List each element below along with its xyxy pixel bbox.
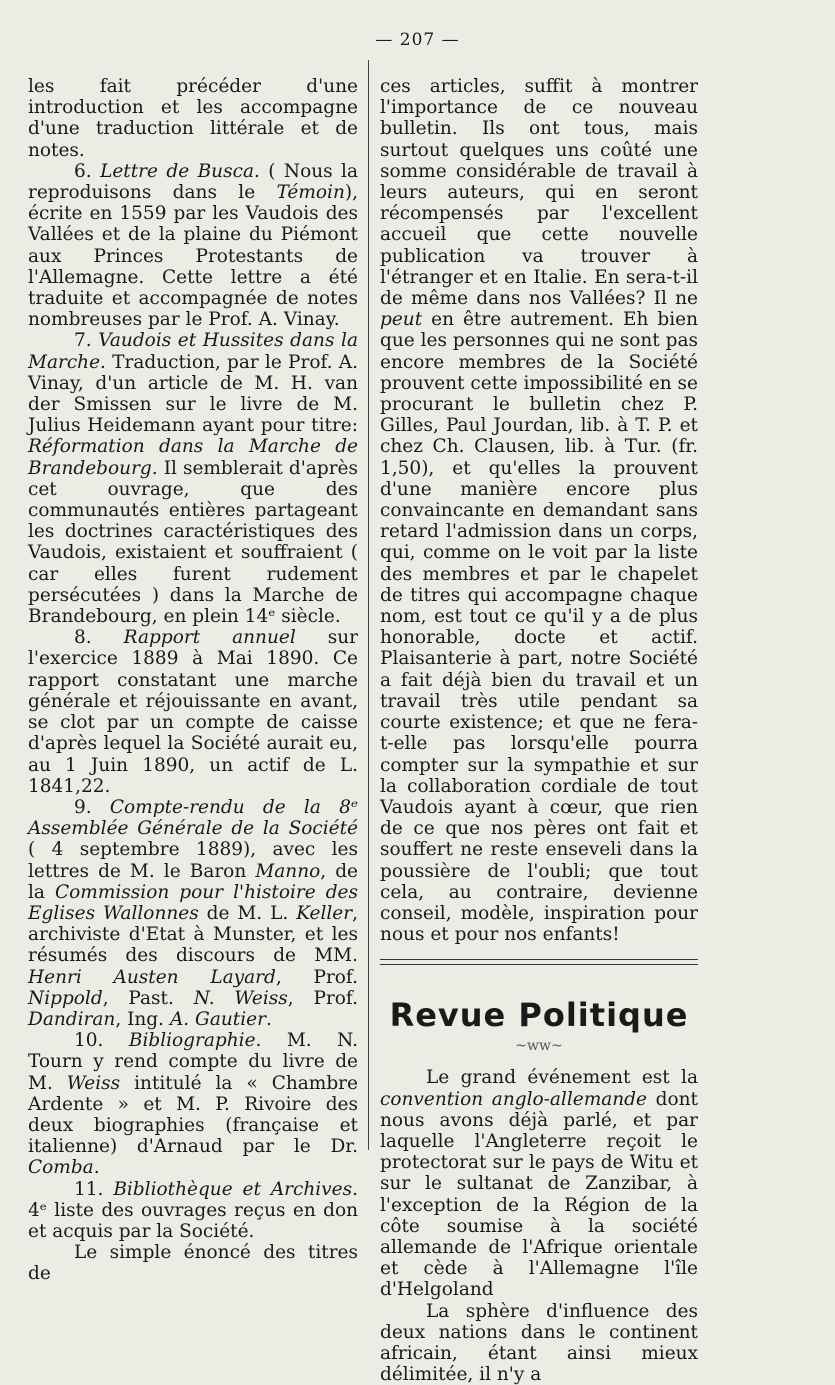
item-number: 10.: [74, 1030, 104, 1052]
page-number: — 207 —: [375, 30, 460, 50]
person-name: N. Weiss: [193, 987, 288, 1009]
person-name: Comba: [28, 1157, 94, 1179]
person-name: Keller: [296, 902, 353, 924]
item-text: de M. L.: [206, 902, 289, 924]
item-title: Lettre de Busca.: [100, 160, 260, 182]
item-text: 4ᵉ liste des ouvrages reçus en don et acquis par la Société.: [28, 1199, 358, 1242]
item-9: [28, 797, 358, 1030]
item-11: [28, 1179, 358, 1243]
person-name: Manno: [255, 860, 321, 882]
person-name: Henri Austen Layard: [28, 966, 276, 988]
person-name: Dandiran: [28, 1008, 116, 1030]
item-title: Compte-rendu de la 8ᵉ Assemblée Générale de la Société: [28, 796, 358, 840]
paragraph-bulletin: [380, 76, 698, 945]
item-text: , de la: [28, 860, 358, 903]
item-6: [28, 161, 358, 331]
reference: Témoin: [276, 182, 345, 204]
paragraph-text: ces articles, suffit à montrer l'importance de ce nouveau bulletin. Ils ont tous, mais surtout quelques uns coûté une somme considérable de travail à leurs auteurs, qui en seront récompensés par l'excellent accueil que cette nouvelle publication va trouver à l'étranger et en Italie. En sera-t-il de même dans nos Vallées? Il ne: [380, 76, 698, 310]
item-text: .: [265, 1008, 272, 1030]
emphasis: convention anglo-allemande: [380, 1088, 647, 1110]
paragraph-convention: [380, 1067, 698, 1300]
emphasis: peut: [380, 309, 423, 331]
person-name: Nippold: [28, 987, 103, 1009]
item-text: ), écrite en 1559 par les Vaudois des Vallées et de la plaine du Piémont aux Princes Protestants de l'Allemagne. Cette lettre a été traduite et accompagnée de notes nombreuses par le Prof. A. Vinay.: [28, 182, 358, 331]
item-number: 6.: [74, 160, 92, 182]
item-text: Traduction, par le Prof. A. Vinay, d'un article de M. H. van der Smissen sur le livre de M. Julius Heidemann ayant pour titre:: [28, 351, 358, 437]
item-number: 8.: [74, 627, 92, 649]
item-text: , Ing.: [115, 1008, 165, 1030]
item-text: ( Nous la reproduisons dans le: [28, 160, 358, 204]
item-text: , Prof.: [287, 987, 358, 1009]
paragraph-closing: Le simple énoncé des titres de: [28, 1242, 358, 1285]
left-column: [28, 76, 358, 1285]
paragraph-sphere: La sphère d'influence des deux nations dans le continent africain, étant ainsi mieux délimitée, il n'y a: [380, 1300, 698, 1385]
item-title: Vaudois et Hussites dans la Marche.: [28, 330, 358, 373]
paragraph-text: en être autrement. Eh bien que les personnes qui ne sont pas encore membres de la Société prouvent cette impossibilité en se procurant le bulletin chez P. Gilles, Paul Jourdan, lib. à T. P. et chez Ch. Clausen, lib. à Tur. (fr. 1,50), et qu'elles la prouvent d'une manière encore plus convaincante en demandant sans retard l'admission dans un corps, qui, comme on le voit par la liste des membres et par le chapelet de titres qui accompagne chaque nom, est tout ce qu'il y a de plus honorable, docte et actif. Plaisanterie à part, notre Société a fait déjà bien du travail et un travail très utile pendant sa courte existence; et que ne fera-t-elle pas lorsqu'elle pourra compter sur la sympathie et sur la collaboration cordiale de tout Vaudois ayant à cœur, que rien de ce que nos pères ont fait et souffert ne reste enseveli dans la poussière de l'oubli; que tout cela, au contraire, devienne conseil, modèle, inspiration pour nous et pour nos enfants!: [380, 309, 698, 946]
item-text: .: [93, 1157, 100, 1179]
item-8: [28, 627, 358, 797]
item-text: intitulé la « Chambre Ardente » et M. P. Rivoire des deux biographies (française et italienne) d'Arnaud par le Dr.: [28, 1072, 358, 1158]
item-7: [28, 330, 358, 627]
right-column: [380, 76, 698, 1385]
item-title: Rapport annuel: [123, 627, 296, 649]
ornament: ~ww~: [515, 1038, 563, 1055]
paragraph-text: dont nous avons déjà parlé, et par laquelle l'Angleterre reçoit le protectorat sur le pays de Witu et sur le sultanat de Zanzibar, à l'exception de la Région de la côte soumise à la société allemande de l'Afrique orientale et cède à l'Allemagne l'île d'Helgoland: [380, 1088, 698, 1301]
section-title: Revue Politique: [389, 996, 689, 1035]
item-text: ( 4 septembre 1889), avec les lettres de M. le Baron: [28, 839, 358, 882]
item-text: Il semblerait d'après cet ouvrage, que des communautés entières partageant les doctrines caractéristiques des Vaudois, existaient et souffraient ( car elles furent rudement persécutées ) dans la Marche de Brandebourg, en plein 14ᵉ siècle.: [28, 457, 358, 628]
item-title: Bibliographie.: [128, 1030, 262, 1052]
item-text: , Prof.: [275, 966, 358, 988]
item-text: M. N. Tourn y rend compte du livre de M.: [28, 1030, 358, 1094]
reference: Réformation dans la Marche de Brandebourg.: [28, 436, 358, 479]
item-text: sur l'exercice 1889 à Mai 1890. Ce rapport constatant une marche générale et réjouissante en avant, se clot par un compte de caisse d'après lequel la Société aurait eu, au 1 Juin 1890, un actif de L. 1841,22.: [28, 627, 358, 797]
item-10: [28, 1030, 358, 1178]
section-separator: [380, 959, 698, 965]
person-name: Weiss: [66, 1072, 121, 1094]
paragraph-text: Le grand événement est la: [426, 1067, 698, 1089]
item-number: 9.: [74, 796, 92, 818]
item-number: 7.: [74, 330, 92, 352]
institution-name: Commission pour l'histoire des Eglises Wallonnes: [28, 881, 358, 924]
paragraph-intro: les fait précéder d'une introduction et les accompagne d'une traduction littérale et de notes.: [28, 76, 358, 161]
item-text: , archiviste d'Etat à Munster, et les résumés des discours de MM.: [28, 902, 358, 967]
item-title: Bibliothèque et Archives.: [113, 1178, 358, 1200]
item-number: 11.: [74, 1178, 104, 1200]
column-divider: [368, 60, 369, 1150]
item-text: , Past.: [102, 987, 174, 1009]
person-name: A. Gautier: [169, 1008, 266, 1030]
